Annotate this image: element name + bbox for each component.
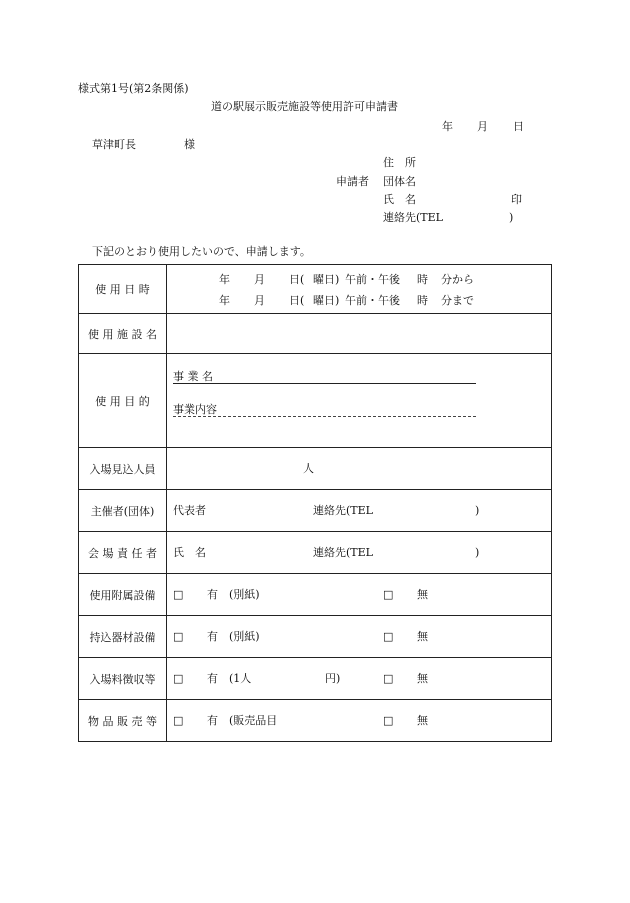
to-month: 月 <box>254 294 265 307</box>
date-month-label: 月 <box>477 120 488 133</box>
admission-label: 入場料徴収等 <box>79 658 167 700</box>
from-hour: 時 <box>417 273 428 286</box>
sales-no-label: 無 <box>417 714 428 727</box>
sales-field <box>167 700 552 742</box>
project-detail-label: 事業内容 <box>173 403 217 416</box>
admission-yen-label: 円) <box>325 672 341 685</box>
from-month: 月 <box>254 273 265 286</box>
row-equipment <box>79 574 552 616</box>
venue-manager-label: 会 場 責 任 者 <box>79 532 167 574</box>
organizer-rep-label: 代表者 <box>173 504 206 517</box>
application-table <box>78 264 552 742</box>
applicant-org-label: 団体名 <box>383 175 416 188</box>
applicant-contact-close: ) <box>509 211 514 224</box>
project-detail-line[interactable] <box>173 416 476 417</box>
row-brought-equipment <box>79 616 552 658</box>
sales-yes-label: 有 (販売品目 <box>207 714 278 727</box>
equipment-no-label: 無 <box>417 588 428 601</box>
to-tail: 分まで <box>441 294 474 307</box>
project-name-line[interactable] <box>173 383 476 384</box>
applicant-name-label: 氏 名 <box>383 193 416 206</box>
applicant-label: 申請者 <box>336 175 369 188</box>
intro-text: 下記のとおり使用したいので、申請します。 <box>92 245 311 258</box>
addressee: 草津町長 <box>92 138 136 151</box>
purpose-label: 使 用 目 的 <box>79 354 167 448</box>
row-venue-manager <box>79 532 552 574</box>
attendance-label: 入場見込人員 <box>79 448 167 490</box>
applicant-contact-label: 連絡先(TEL <box>383 211 443 224</box>
date-year-label: 年 <box>442 120 453 133</box>
brought-equipment-field <box>167 616 552 658</box>
brought-equipment-label: 持込器材設備 <box>79 616 167 658</box>
row-organizer <box>79 490 552 532</box>
brought-yes-label: 有 (別紙) <box>207 630 260 643</box>
organizer-contact-close: ) <box>475 504 480 517</box>
to-weekday: 曜日) <box>313 294 340 307</box>
applicant-address-label: 住 所 <box>383 156 416 169</box>
organizer-contact-label: 連絡先(TEL <box>313 504 373 517</box>
brought-no-label: 無 <box>417 630 428 643</box>
row-facility <box>79 314 552 354</box>
organizer-label: 主催者(団体) <box>79 490 167 532</box>
venue-manager-field[interactable] <box>167 532 552 574</box>
venue-manager-contact-label: 連絡先(TEL <box>313 546 373 559</box>
to-day: 日( <box>289 294 305 307</box>
facility-label: 使 用 施 設 名 <box>79 314 167 354</box>
equipment-label: 使用附属設備 <box>79 574 167 616</box>
from-tail: 分から <box>441 273 474 286</box>
row-datetime <box>79 265 552 314</box>
sales-label: 物 品 販 売 等 <box>79 700 167 742</box>
admission-field <box>167 658 552 700</box>
form-title: 道の駅展示販売施設等使用許可申請書 <box>211 100 398 113</box>
to-year: 年 <box>219 294 230 307</box>
admission-yes-label: 有 (1人 <box>207 672 252 685</box>
brought-yes-checkbox[interactable]: □ <box>173 630 184 643</box>
organizer-field[interactable] <box>167 490 552 532</box>
equipment-no-checkbox[interactable]: □ <box>383 588 394 601</box>
attendance-field[interactable] <box>167 448 552 490</box>
purpose-field[interactable] <box>167 354 552 448</box>
row-attendance <box>79 448 552 490</box>
to-ampm: 午前・午後 <box>345 294 400 307</box>
from-day: 日( <box>289 273 305 286</box>
datetime-field[interactable] <box>167 265 552 314</box>
row-admission <box>79 658 552 700</box>
facility-field[interactable] <box>167 314 552 354</box>
equipment-yes-checkbox[interactable]: □ <box>173 588 184 601</box>
brought-no-checkbox[interactable]: □ <box>383 630 394 643</box>
sales-no-checkbox[interactable]: □ <box>383 714 394 727</box>
sales-yes-checkbox[interactable]: □ <box>173 714 184 727</box>
seal-mark: 印 <box>511 193 522 206</box>
datetime-label: 使 用 日 時 <box>79 265 167 314</box>
date-day-label: 日 <box>513 120 524 133</box>
admission-no-checkbox[interactable]: □ <box>383 672 394 685</box>
venue-manager-name-label: 氏 名 <box>173 546 206 559</box>
form-number: 様式第1号(第2条関係) <box>78 82 189 95</box>
row-purpose <box>79 354 552 448</box>
equipment-yes-label: 有 (別紙) <box>207 588 260 601</box>
admission-no-label: 無 <box>417 672 428 685</box>
venue-manager-contact-close: ) <box>475 546 480 559</box>
honorific: 様 <box>184 138 195 151</box>
from-weekday: 曜日) <box>313 273 340 286</box>
from-ampm: 午前・午後 <box>345 273 400 286</box>
to-hour: 時 <box>417 294 428 307</box>
attendance-unit: 人 <box>303 462 314 475</box>
from-year: 年 <box>219 273 230 286</box>
equipment-field <box>167 574 552 616</box>
admission-yes-checkbox[interactable]: □ <box>173 672 184 685</box>
project-name-label: 事 業 名 <box>173 370 213 383</box>
row-sales <box>79 700 552 742</box>
